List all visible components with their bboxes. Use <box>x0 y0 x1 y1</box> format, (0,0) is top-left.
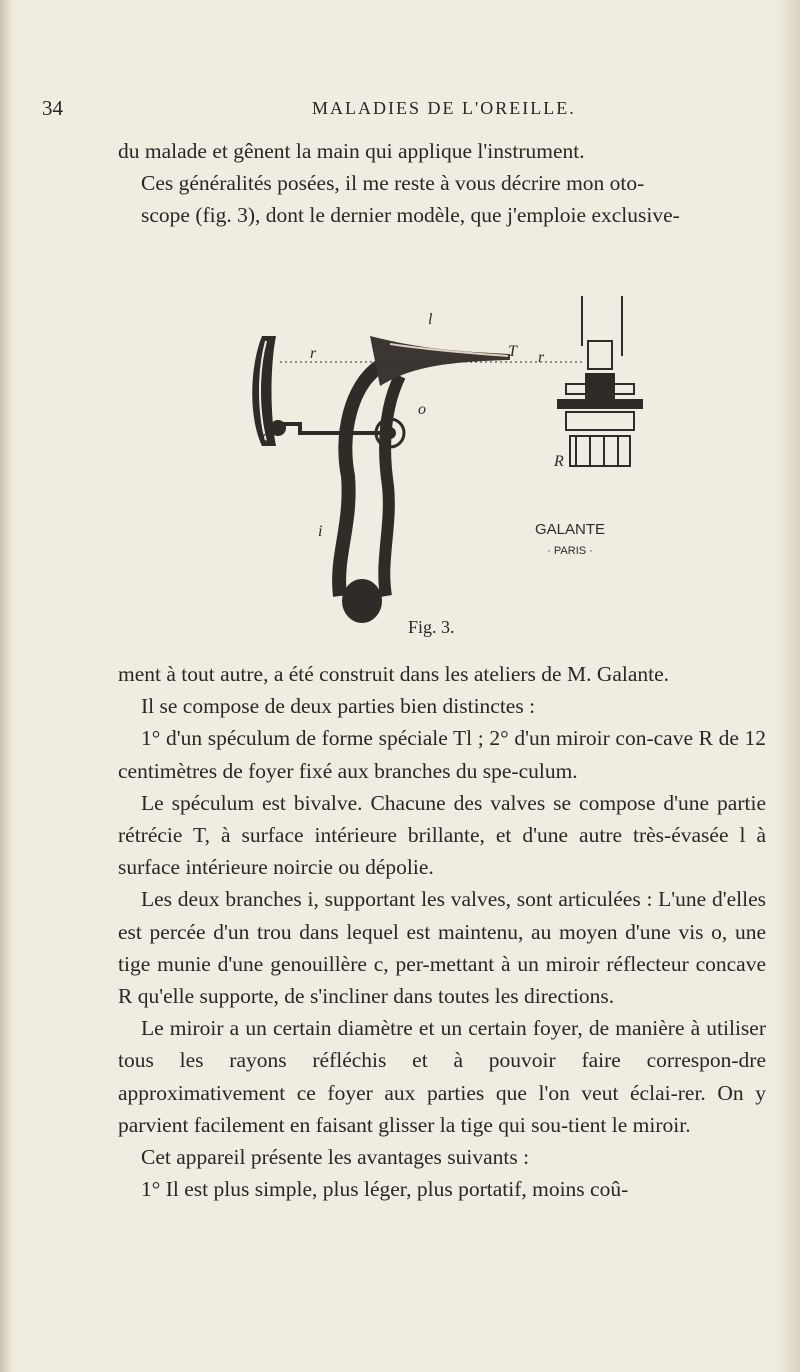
paragraph: Le miroir a un certain diamètre et un certain foyer, de manière à utiliser tous les rayons réfléchis et à pouvoir faire correspon-dre approximativement ce foyer aux parties que l'on veut éclai-rer. On y parvient facilement en faisant glisser la tige qui sou-tient le miroir. <box>118 1016 766 1137</box>
body-text <box>118 658 766 1205</box>
paragraph: Il se compose de deux parties bien distinctes : <box>141 694 536 719</box>
page-edge-left <box>0 0 14 1372</box>
maker-city: · PARIS · <box>547 545 593 557</box>
figure-caption: Fig. 3. <box>408 617 455 637</box>
running-head: MALADIES DE L'OREILLE. <box>312 98 576 118</box>
label-R: R <box>554 453 564 470</box>
label-r-right: r <box>538 349 545 366</box>
page-header <box>42 96 762 124</box>
paragraph: Les deux branches i, supportant les valves, sont articulées : L'une d'elles est percée d'un trou dans lequel est maintenu, au moyen d'une vis o, une tige munie d'une genouillère c, per-mettant à un miroir réflecteur concave R qu'elle supporte, de s'incliner dans toutes les directions. <box>118 887 766 1009</box>
page-number: 34 <box>42 96 63 120</box>
paragraph: ment à tout autre, a été construit dans les ateliers de M. Galante. <box>118 662 670 686</box>
label-i: i <box>318 523 323 540</box>
paragraph: Le spéculum est bivalve. Chacune des valves se compose d'une partie rétrécie T, à surface intérieure brillante, et d'une autre très-évasée l à surface intérieure noircie ou dépolie. <box>118 790 766 880</box>
label-c: c <box>262 428 270 445</box>
otoscope-figure <box>240 296 660 641</box>
label-l: l <box>428 311 433 328</box>
maker-name: GALANTE <box>534 521 606 538</box>
text-line: Ces généralités posées, il me reste à vous décrire mon oto- <box>141 171 645 196</box>
otoscope-illustration <box>240 296 660 641</box>
text-line: scope (fig. 3), dont le dernier modèle, que j'emploie exclusive- <box>141 203 680 228</box>
paragraph: 1° d'un spéculum de forme spéciale Tl ; 2° d'un miroir con-cave R de 12 centimètres de foyer fixé aux branches du spe-culum. <box>118 726 766 783</box>
paragraph: Cet appareil présente les avantages suivants : <box>141 1145 530 1170</box>
page-edge-right <box>778 0 800 1372</box>
screw-fitting-detail <box>558 296 642 466</box>
text-line: du malade et gênent la main qui applique l'instrument. <box>118 139 585 163</box>
top-paragraph <box>118 135 766 232</box>
paragraph: 1° Il est plus simple, plus léger, plus portatif, moins coû- <box>141 1177 629 1202</box>
label-T: T <box>508 343 517 360</box>
label-r-left: r <box>310 345 317 362</box>
label-o: o <box>418 401 426 418</box>
